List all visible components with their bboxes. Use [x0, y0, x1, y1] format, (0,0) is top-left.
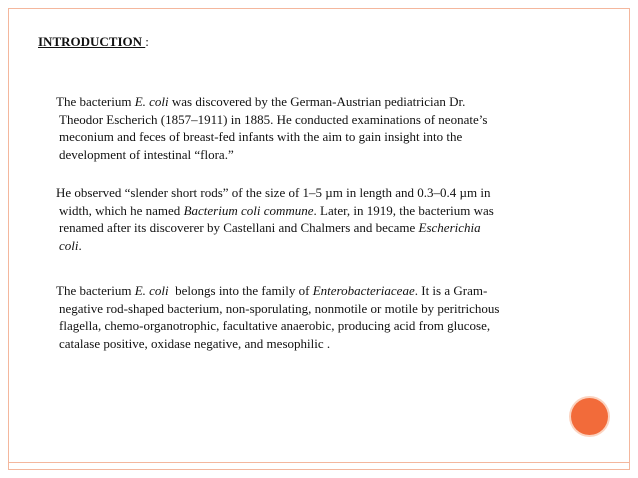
text-segment: Theodor Escherich (1857–1911) in 1885. He conducted examinations of neonate’s	[59, 111, 488, 127]
text-segment: width, which he named	[59, 202, 184, 218]
paragraph-discovery	[56, 93, 566, 163]
paragraph-line	[56, 146, 566, 164]
text-segment: He observed “slender short rods” of the size of 1–5 µm in length and 0.3–0.4 µm in	[56, 185, 491, 200]
heading-text: INTRODUCTION	[38, 34, 146, 49]
paragraph-line	[56, 111, 566, 129]
italic-text: coli	[59, 237, 79, 253]
decorative-circle	[571, 398, 608, 435]
italic-text: Bacterium coli commune	[183, 202, 314, 218]
text-segment: meconium and feces of breast-fed infants with the aim to gain insight into the	[59, 129, 463, 144]
text-segment: . It is a Gram-	[414, 283, 488, 298]
text-segment: negative rod-shaped bacterium, non-sporulating, nonmotile or motile by peritrichous	[59, 300, 500, 316]
italic-text: E. coli	[134, 94, 169, 109]
slide-bottom-rule	[8, 462, 630, 463]
text-segment: catalase positive, oxidase negative, and mesophilic .	[59, 335, 331, 351]
text-segment: flagella, chemo-organotrophic, facultative anaerobic, producing acid from glucose,	[59, 318, 491, 333]
paragraph-line	[56, 202, 566, 220]
text-segment: renamed after its discoverer by Castellani and Chalmers and became	[59, 220, 419, 235]
slide-heading	[38, 34, 149, 50]
paragraph-line	[56, 128, 566, 146]
italic-text: Escherichia	[418, 220, 481, 235]
italic-text: E. coli	[134, 283, 169, 298]
text-segment: . Later, in 1919, the bacterium was	[313, 202, 494, 218]
italic-text: Enterobacteriaceae	[312, 283, 415, 298]
text-segment: belongs into the family of	[168, 283, 313, 298]
paragraph-line	[56, 282, 566, 300]
text-segment: The bacterium	[56, 94, 135, 109]
text-segment: The bacterium	[56, 283, 135, 298]
text-segment: was discovered by the German-Austrian pediatrician Dr.	[168, 94, 466, 109]
text-segment: development of intestinal “flora.”	[59, 146, 234, 162]
paragraph-line	[56, 335, 566, 353]
paragraph-classification	[56, 282, 566, 352]
paragraph-line	[56, 219, 566, 237]
paragraph-line	[56, 93, 566, 111]
paragraph-line	[56, 184, 566, 202]
text-segment: .	[78, 237, 82, 253]
paragraph-line	[56, 317, 566, 335]
paragraph-line	[56, 300, 566, 318]
paragraph-line	[56, 237, 566, 255]
paragraph-observation	[56, 184, 566, 254]
heading-colon: :	[145, 34, 149, 49]
